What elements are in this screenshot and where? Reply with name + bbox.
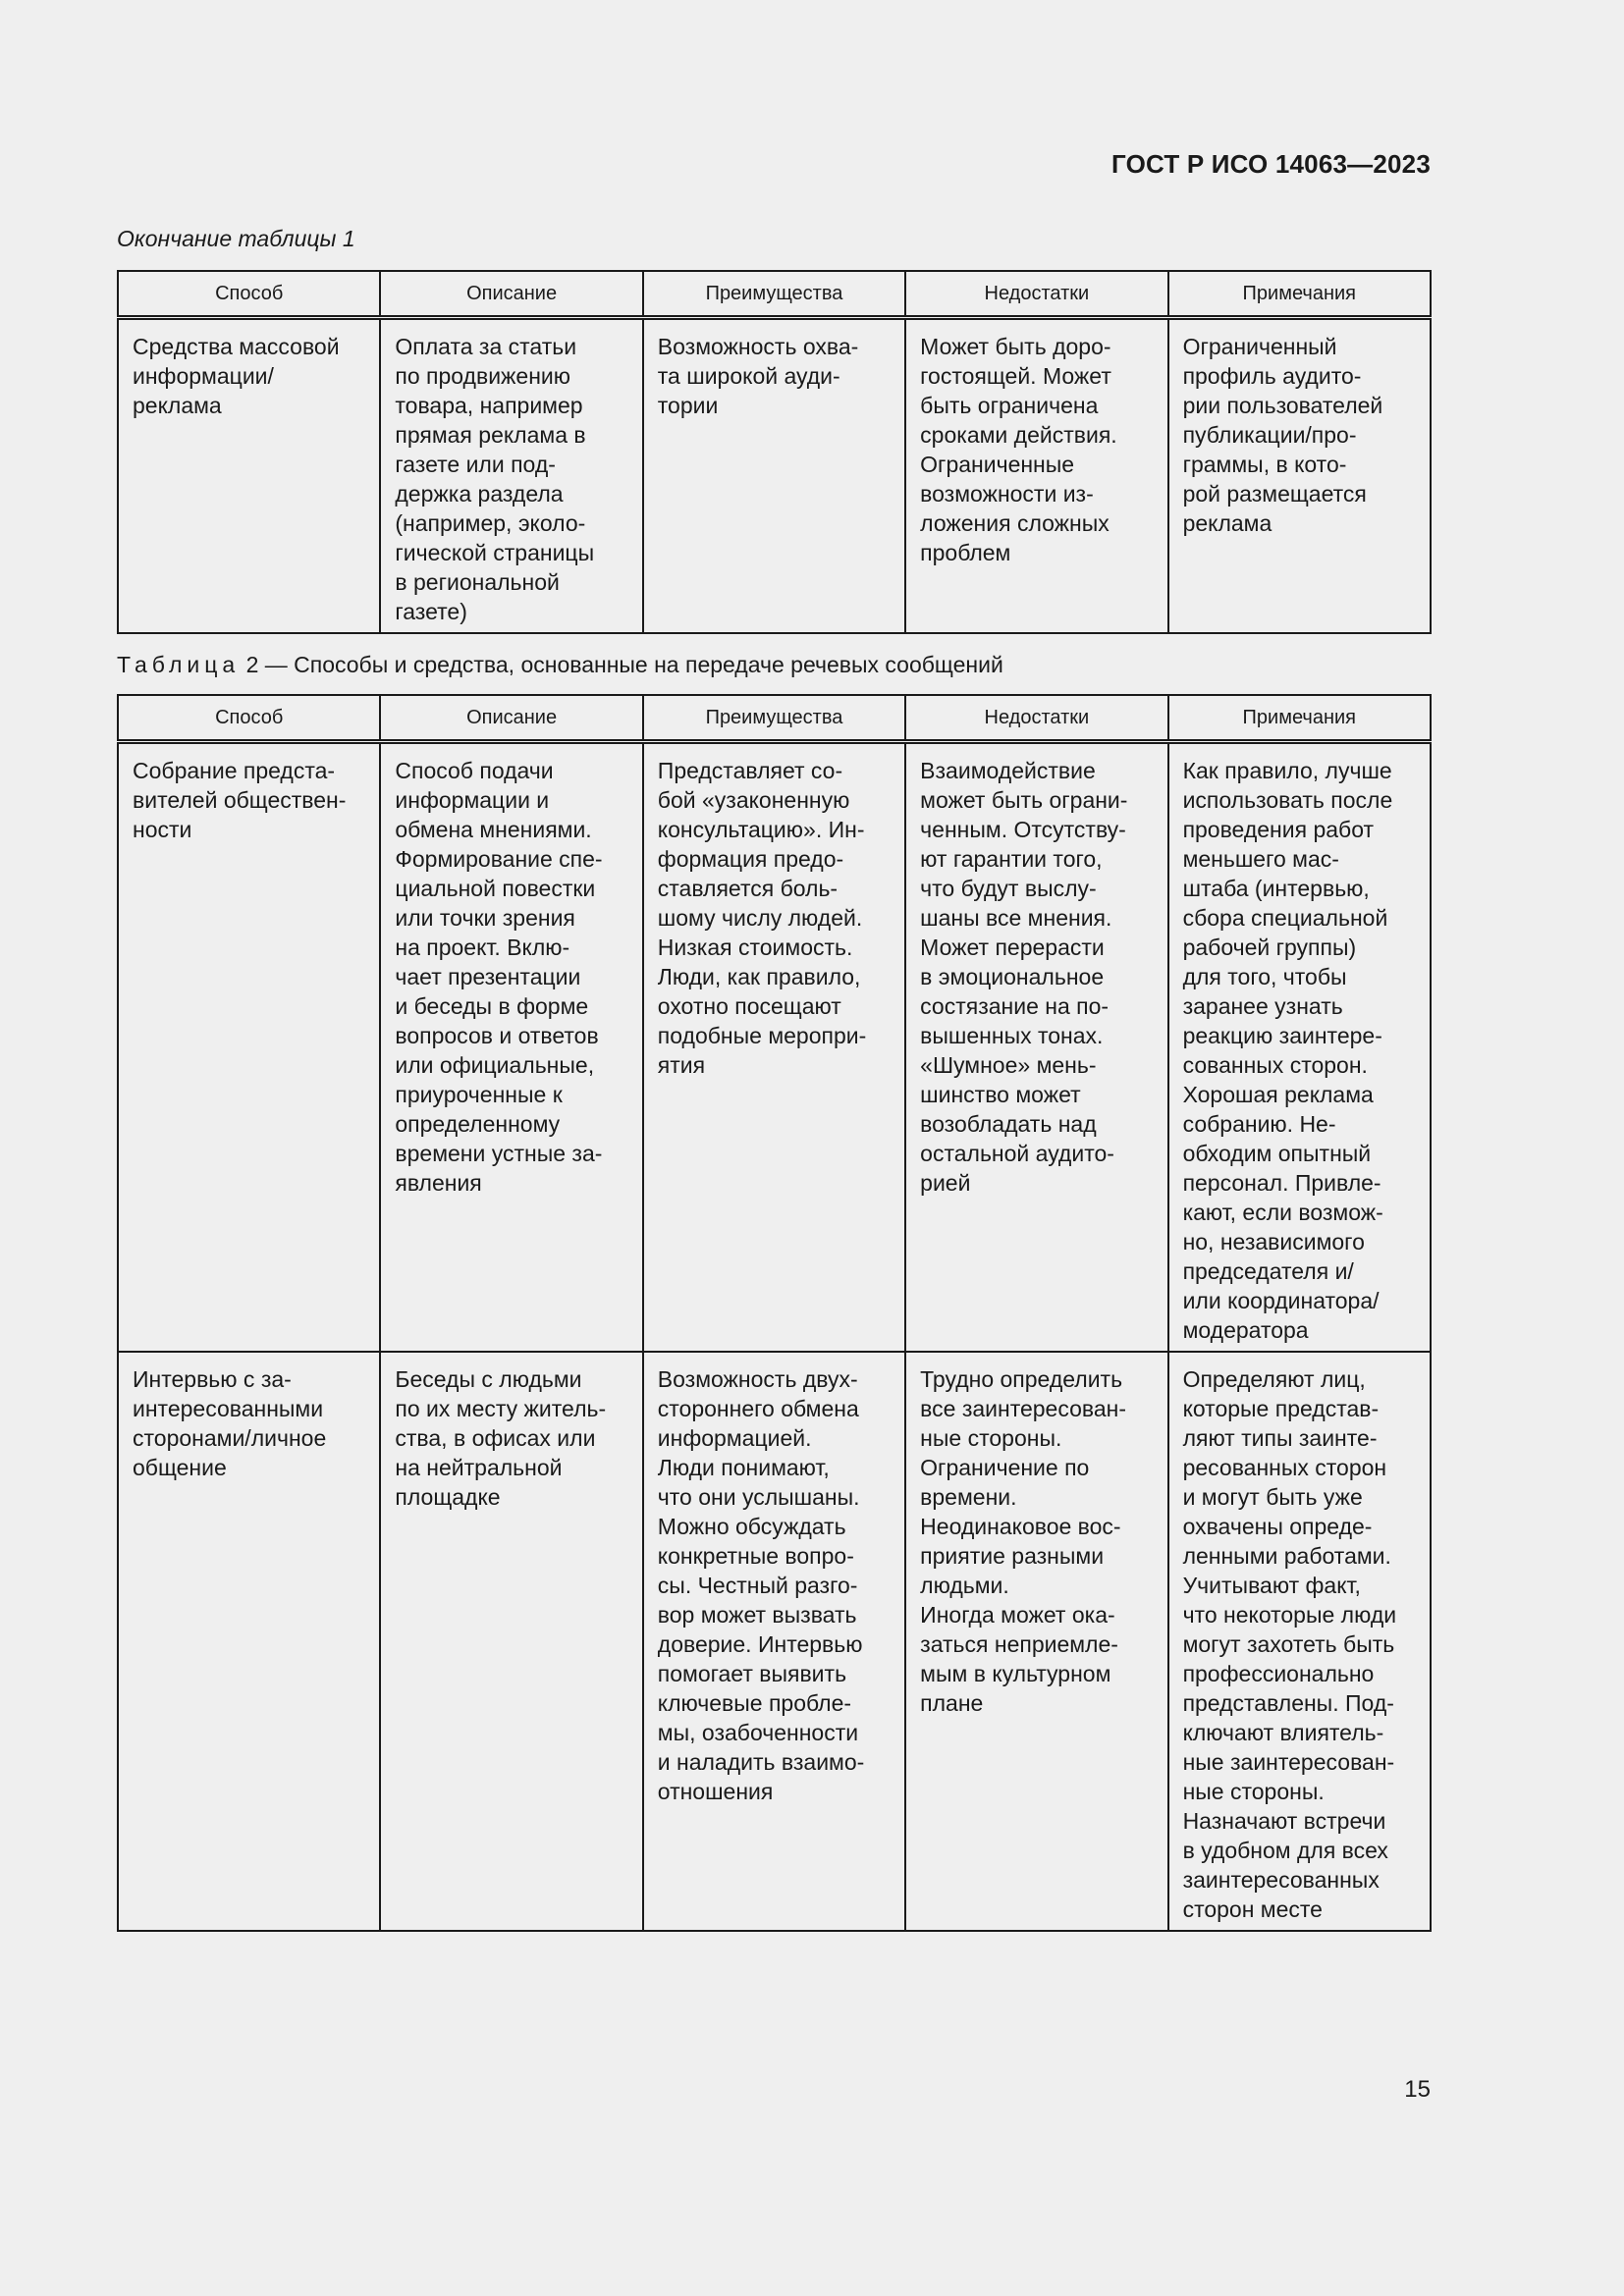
column-header-disadvantages: Недостатки (905, 271, 1167, 318)
cell-method: Собрание предста- вителей обществен- ности (118, 742, 380, 1353)
table1-caption: Окончание таблицы 1 (117, 226, 355, 251)
table-row (118, 742, 1431, 1353)
cell-advantages: Возможность охва- та широкой ауди- тории (643, 318, 905, 634)
table-row (118, 1352, 1431, 1931)
column-header-disadvantages: Недостатки (905, 695, 1167, 742)
column-header-notes: Примечания (1168, 271, 1431, 318)
table2-header-row (118, 695, 1431, 742)
cell-disadvantages: Трудно определить все заинтересован- ные стороны. Ограничение по времени. Неодинаковое вос- приятие разными людьми. Иногда может ока- заться неприемле- мым в культурном плане (905, 1352, 1167, 1931)
column-header-description: Описание (380, 271, 642, 318)
cell-advantages: Представляет со- бой «узаконенную консультацию». Ин- формация предо- ставляется боль- шому числу людей. Низкая стоимость. Люди, как правило, охотно посещают подобные меропри- ятия (643, 742, 905, 1353)
cell-description: Беседы с людьми по их месту житель- ства, в офисах или на нейтральной площадке (380, 1352, 642, 1931)
column-header-method: Способ (118, 695, 380, 742)
cell-method: Средства массовой информации/ реклама (118, 318, 380, 634)
cell-disadvantages: Взаимодействие может быть ограни- ченным. Отсутству- ют гарантии того, что будут выслу- шаны все мнения. Может перерасти в эмоциональное состязание на по- вышенных тонах. «Шумное» мень- шинство может возобладать над остальной аудито- рией (905, 742, 1167, 1353)
table2-caption-label: Таблица (117, 652, 241, 677)
cell-method: Интервью с за- интересованными сторонами/личное общение (118, 1352, 380, 1931)
document-id: ГОСТ Р ИСО 14063—2023 (1110, 149, 1431, 179)
table1 (117, 270, 1432, 634)
cell-advantages: Возможность двух- стороннего обмена информацией. Люди понимают, что они услышаны. Можно обсуждать конкретные вопро- сы. Честный разго- вор может вызвать доверие. Интервью помогает выявить ключевые пробле- мы, озабоченности и наладить взаимо- отношения (643, 1352, 905, 1931)
column-header-description: Описание (380, 695, 642, 742)
cell-disadvantages: Может быть доро- гостоящей. Может быть ограничена сроками действия. Ограниченные возможности из- ложения сложных проблем (905, 318, 1167, 634)
cell-description: Способ подачи информации и обмена мнениями. Формирование спе- циальной повестки или точки зрения на проект. Вклю- чает презентации и беседы в форме вопросов и ответов или официальные, приуроченные к определенному времени устные за- явления (380, 742, 642, 1353)
cell-notes: Ограниченный профиль аудито- рии пользователей публикации/про- граммы, в кото- рой размещается реклама (1168, 318, 1431, 634)
table2 (117, 694, 1432, 1932)
table-row (118, 318, 1431, 634)
table2-caption (117, 652, 1003, 678)
table2-caption-text: 2 — Способы и средства, основанные на передаче речевых сообщений (240, 652, 1003, 677)
cell-description: Оплата за статьи по продвижению товара, например прямая реклама в газете или под- держка раздела (например, эколо- гической страницы в региональной газете) (380, 318, 642, 634)
column-header-advantages: Преимущества (643, 271, 905, 318)
table1-header-row (118, 271, 1431, 318)
column-header-notes: Примечания (1168, 695, 1431, 742)
column-header-advantages: Преимущества (643, 695, 905, 742)
cell-notes: Определяют лиц, которые представ- ляют типы заинте- ресованных сторон и могут быть уже охвачены опреде- ленными работами. Учитывают факт, что некоторые люди могут захотеть быть профессионально представлены. Под- ключают влиятель- ные заинтересован- ные стороны. Назначают встречи в удобном для всех заинтересованных сторон месте (1168, 1352, 1431, 1931)
cell-notes: Как правило, лучше использовать после проведения работ меньшего мас- штаба (интервью, сбора специальной рабочей группы) для того, чтобы заранее узнать реакцию заинтере- сованных сторон. Хорошая реклама собранию. Не- обходим опытный персонал. Привле- кают, если возмож- но, независимого председателя и/ или координатора/ модератора (1168, 742, 1431, 1353)
page-number: 15 (1404, 2076, 1431, 2103)
column-header-method: Способ (118, 271, 380, 318)
